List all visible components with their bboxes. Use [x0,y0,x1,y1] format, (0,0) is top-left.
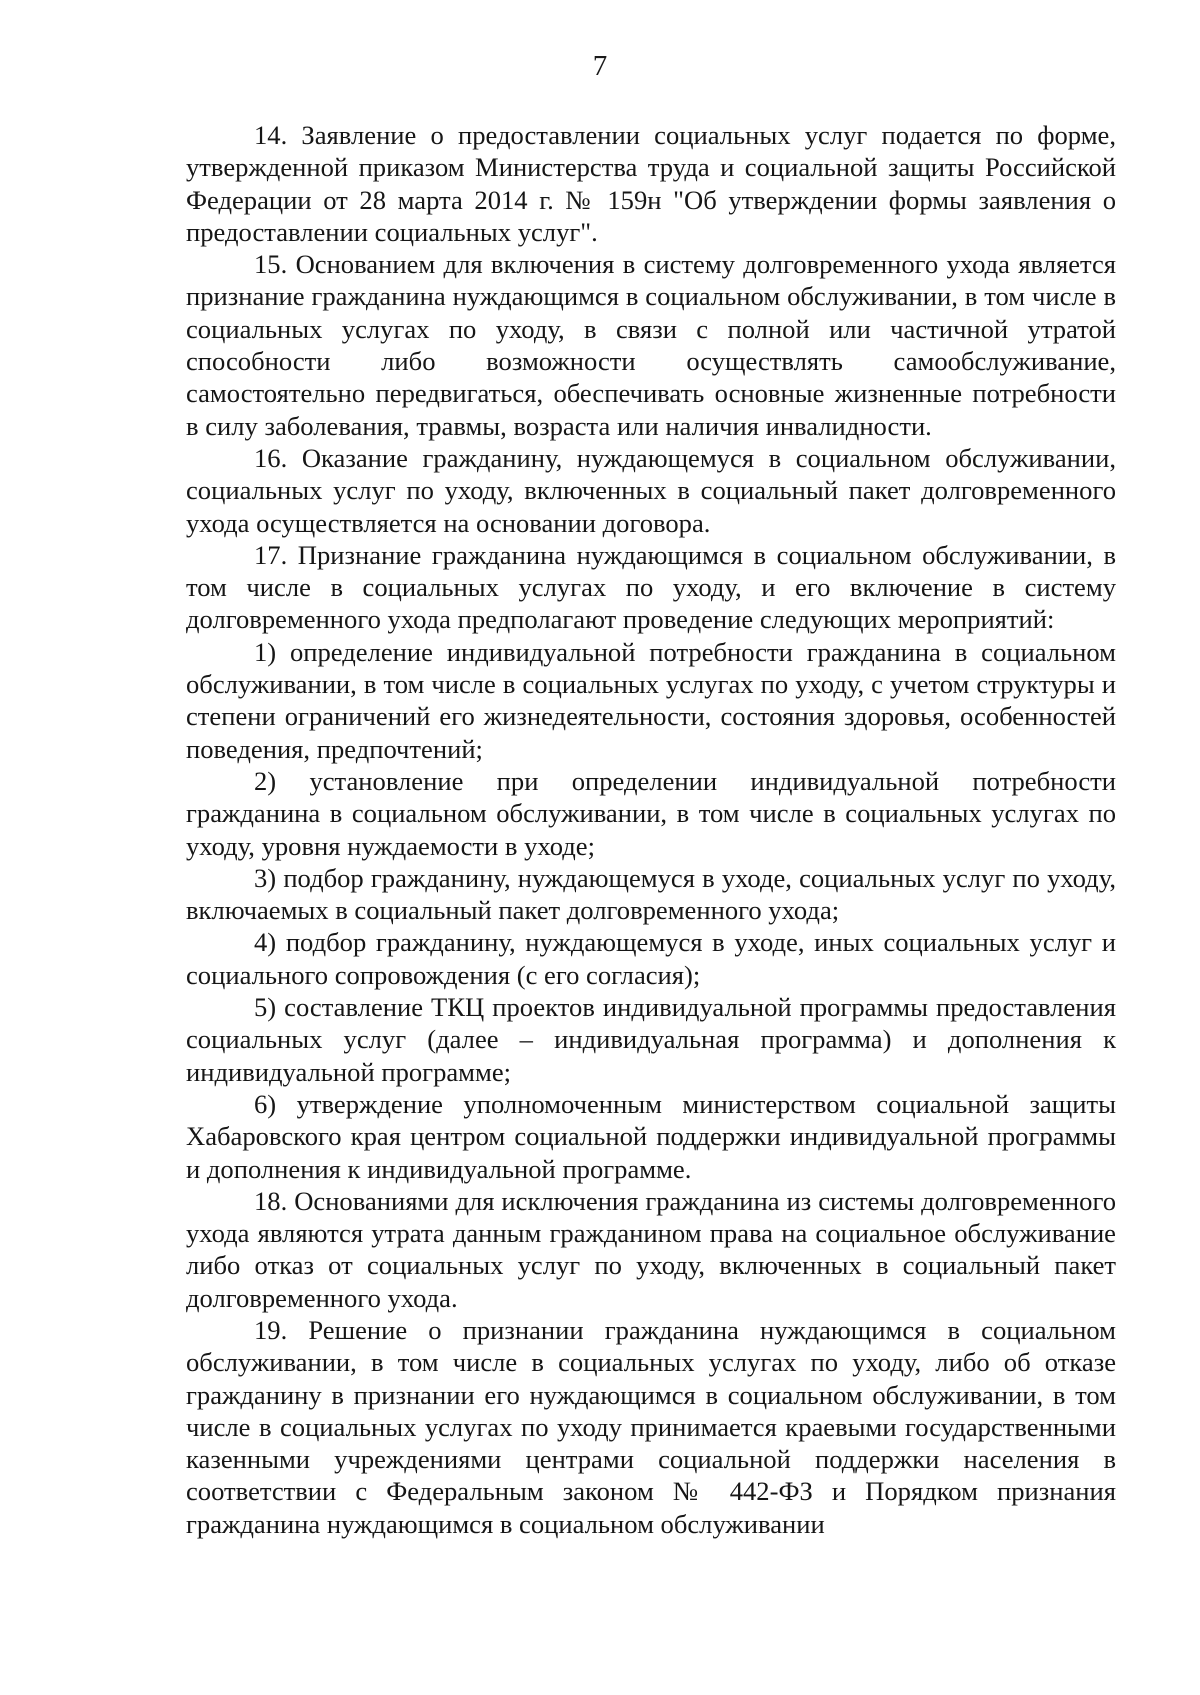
list-item-1: 1) определение индивидуальной потребности гражданина в социальном обслуживании, в том числе в социальных услугах по уходу, с учетом структуры и степени ограничений его жизнедеятельности, состояния здоровья, особенностей поведения, предпочтений; [186,636,1116,764]
paragraph-19: 19. Решение о признании гражданина нуждающимся в социальном обслуживании, в том числе в социальных услугах по уходу, либо об отказе гражданину в признании его нуждающимся в социальном обслуживании, в том числе в социальных услугах по уходу принимается краевыми государственными казенными учреждениями центрами социальной поддержки населения в соответствии с Федеральным законом № 442-ФЗ и Порядком признания гражданина нуждающимся в социальном обслуживании [186,1314,1116,1539]
page-number: 7 [592,50,608,82]
list-item-2: 2) установление при определении индивидуальной потребности гражданина в социальном обслуживании, в том числе в социальных услугах по уходу, уровня нуждаемости в уходе; [186,765,1116,861]
list-item-3: 3) подбор гражданину, нуждающемуся в уходе, социальных услуг по уходу, включаемых в социальный пакет долговременного ухода; [186,862,1116,926]
paragraph-17: 17. Признание гражданина нуждающимся в социальном обслуживании, в том числе в социальных услугах по уходу, и его включение в систему долговременного ухода предполагают проведение следующих мероприятий: [186,539,1116,635]
document-body [186,119,1116,1540]
paragraph-18: 18. Основаниями для исключения гражданина из системы долговременного ухода являются утрата данным гражданином права на социальное обслуживание либо отказ от социальных услуг по уходу, включенных в социальный пакет долговременного ухода. [186,1185,1116,1313]
paragraph-16: 16. Оказание гражданину, нуждающемуся в социальном обслуживании, социальных услуг по уходу, включенных в социальный пакет долговременного ухода осуществляется на основании договора. [186,442,1116,538]
list-item-5: 5) составление ТКЦ проектов индивидуальной программы предоставления социальных услуг (далее – индивидуальная программа) и дополнения к индивидуальной программе; [186,992,1116,1087]
list-item-4: 4) подбор гражданину, нуждающемуся в уходе, иных социальных услуг и социального сопровождения (с его согласия); [186,927,1116,990]
paragraph-15: 15. Основанием для включения в систему долговременного ухода является признание гражданина нуждающимся в социальном обслуживании, в том числе в социальных услугах по уходу, в связи с полной или частичной утратой способности либо возможности осуществлять самообслуживание, самостоятельно передвигаться, обеспечивать основные жизненные потребности в силу заболевания, травмы, возраста или наличия инвалидности. [186,249,1116,441]
list-item-6: 6) утверждение уполномоченным министерством социальной защиты Хабаровского края центром социальной поддержки индивидуальной программы и дополнения к индивидуальной программе. [186,1088,1116,1184]
paragraph-14: 14. Заявление о предоставлении социальных услуг подается по форме, утвержденной приказом Министерства труда и социальной защиты Российской Федерации от 28 марта 2014 г. № 159н "Об утверждении формы заявления о предоставлении социальных услуг". [186,120,1116,247]
